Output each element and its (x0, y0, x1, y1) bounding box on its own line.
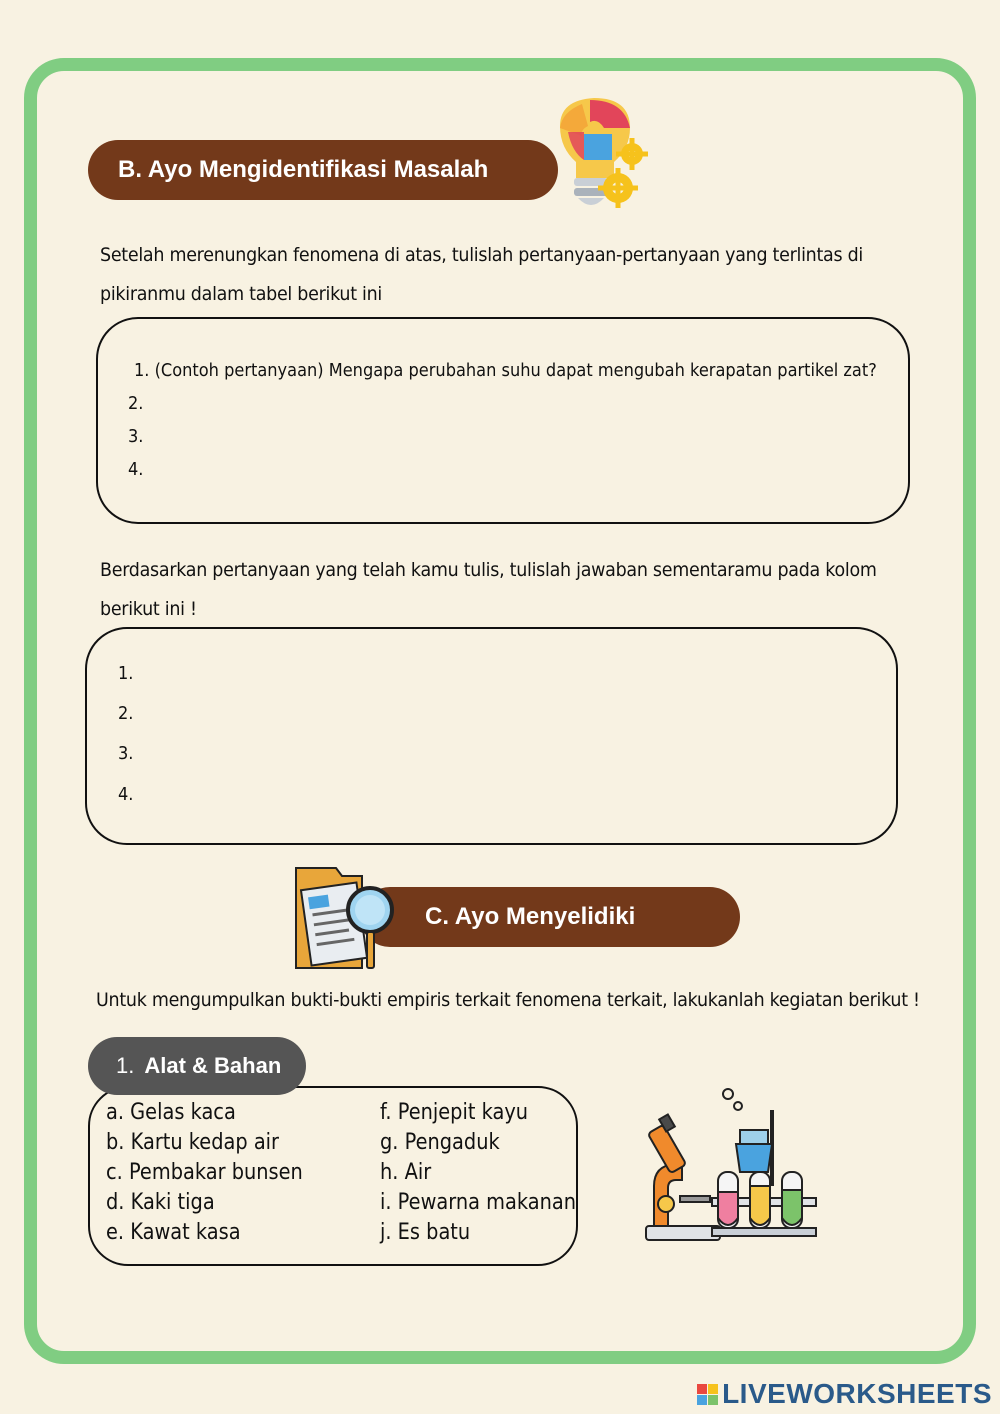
answer-line-3[interactable]: 3. (118, 743, 134, 764)
instruction-questions: Setelah merenungkan fenomena di atas, tulislah pertanyaan-pertanyaan yang terlintas di pikiranmu dalam tabel berikut ini (100, 244, 864, 305)
material-item: j. Es batu (380, 1220, 471, 1245)
answer-line-2[interactable]: 2. (118, 703, 134, 724)
materials-heading-label: Alat & Bahan (144, 1053, 282, 1078)
question-line-1: 1. (Contoh pertanyaan) Mengapa perubahan suhu dapat mengubah kerapatan partikel zat? (134, 360, 877, 381)
material-item: f. Penjepit kayu (380, 1100, 529, 1125)
material-item: d. Kaki tiga (106, 1190, 215, 1215)
question-line-3[interactable]: 3. (128, 426, 144, 447)
material-item: i. Pewarna makanan (380, 1190, 577, 1215)
footer-brand-text: LIVEWORKSHEETS (722, 1378, 992, 1409)
answer-line-1[interactable]: 1. (118, 663, 134, 684)
materials-heading (88, 1037, 306, 1095)
answers-box[interactable] (85, 627, 898, 845)
folder-magnifier-icon (292, 862, 402, 972)
liveworksheets-logo-icon (697, 1384, 718, 1405)
lab-microscope-icon (644, 1086, 820, 1246)
material-item: a. Gelas kaca (106, 1100, 236, 1125)
footer-brand (697, 1378, 992, 1410)
section-c-title: C. Ayo Menyelidiki (360, 887, 740, 947)
question-line-2[interactable]: 2. (128, 393, 144, 414)
instruction-investigate: Untuk mengumpulkan bukti-bukti empiris terkait fenomena terkait, lakukanlah kegiatan berikut ! (96, 989, 920, 1011)
instruction-answers: Berdasarkan pertanyaan yang telah kamu tulis, tulislah jawaban sementaramu pada kolom berikut ini ! (100, 559, 877, 620)
section-b-title: B. Ayo Mengidentifikasi Masalah (88, 140, 558, 200)
material-item: e. Kawat kasa (106, 1220, 241, 1245)
material-item: h. Air (380, 1160, 432, 1185)
question-line-4[interactable]: 4. (128, 459, 144, 480)
answer-line-4[interactable]: 4. (118, 784, 134, 805)
questions-box[interactable] (96, 317, 910, 524)
lightbulb-puzzle-gears-icon (540, 96, 652, 214)
materials-heading-number: 1. (116, 1053, 135, 1078)
material-item: g. Pengaduk (380, 1130, 500, 1155)
material-item: b. Kartu kedap air (106, 1130, 280, 1155)
material-item: c. Pembakar bunsen (106, 1160, 303, 1185)
